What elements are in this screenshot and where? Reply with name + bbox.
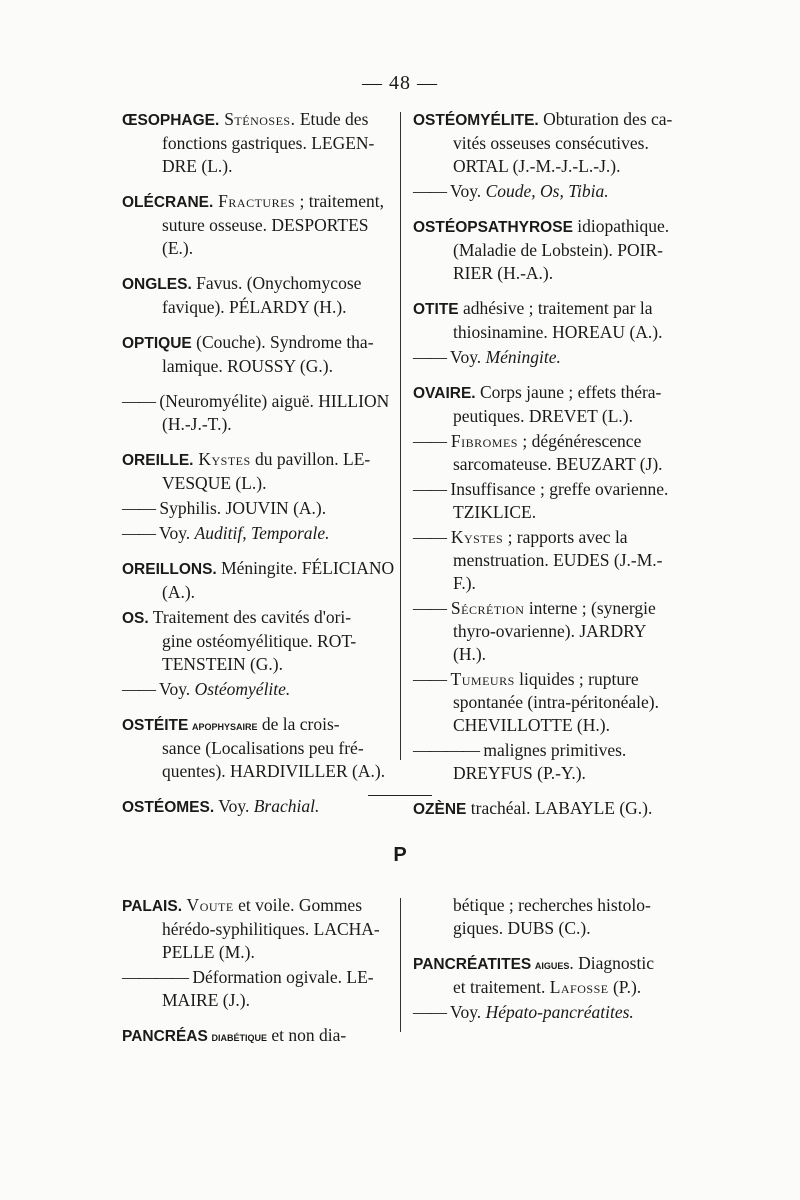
entry-line xyxy=(122,760,390,783)
entry-text: CHEVILLOTTE (H.). xyxy=(453,715,610,735)
entry-text: PELLE (M.). xyxy=(162,942,255,962)
entry-line xyxy=(122,630,390,653)
index-entry xyxy=(413,381,681,428)
entry-heading: ŒSOPHAGE. xyxy=(122,112,220,129)
entry-line xyxy=(413,549,681,572)
entry-text: F.). xyxy=(453,573,476,593)
index-entry xyxy=(122,522,390,545)
entry-text: gine ostéomyélitique. ROT- xyxy=(162,631,357,651)
entry-text: MAIRE (J.). xyxy=(162,990,250,1010)
entry-line xyxy=(413,405,681,428)
entry-line xyxy=(413,321,681,344)
entry-line xyxy=(122,678,390,701)
entry-text: DRE (L.). xyxy=(162,156,233,176)
entry-line xyxy=(122,472,390,495)
index-entry xyxy=(413,597,681,666)
entry-text: (E.). xyxy=(162,238,194,258)
entry-line xyxy=(413,297,681,321)
index-entry xyxy=(122,713,390,783)
entry-heading: OSTÉOMYÉLITE. xyxy=(413,112,539,129)
entry-text: vités osseuses consécutives. xyxy=(453,133,649,153)
entry-text: (Maladie de Lobstein). POIR- xyxy=(453,240,663,260)
index-entry xyxy=(122,448,390,495)
entry-line xyxy=(413,215,681,239)
section-letter: P xyxy=(393,844,407,866)
entry-text: giques. DUBS (C.). xyxy=(453,918,591,938)
entry-line xyxy=(122,989,390,1012)
entry-line xyxy=(122,894,390,918)
entry-text: (Couche). Syndrome tha- xyxy=(191,332,374,352)
ditto-dash: —— xyxy=(413,479,446,499)
entry-heading: OSTÉOPSATHYROSE xyxy=(413,219,573,236)
entry-line xyxy=(413,155,681,178)
entry-text: RIER (H.-A.). xyxy=(453,263,554,283)
entry-text: Voy. xyxy=(155,523,195,543)
entry-text: idiopathique. xyxy=(572,216,670,236)
entry-line xyxy=(122,448,390,472)
index-entry xyxy=(122,1024,390,1048)
entry-text: quentes). HARDIVILLER (A.). xyxy=(162,761,386,781)
entry-text: Favus. (Onychomycose xyxy=(191,273,362,293)
entry-text: Obturation des ca- xyxy=(538,109,673,129)
ditto-dash: —— xyxy=(122,498,155,518)
entry-line xyxy=(413,453,681,476)
entry-text: (H.-J.-T.). xyxy=(162,414,232,434)
entry-text: et traitement. xyxy=(453,977,550,997)
entry-text: spontanée (intra-péritonéale). xyxy=(453,692,660,712)
entry-text: VESQUE (L.). xyxy=(162,473,267,493)
entry-line xyxy=(413,381,681,405)
index-entry xyxy=(122,497,390,520)
entry-line xyxy=(122,713,390,737)
entry-line xyxy=(122,355,390,378)
entry-text: Corps jaune ; effets théra- xyxy=(475,382,662,402)
entry-line xyxy=(413,976,681,999)
entry-line xyxy=(413,762,681,785)
entry-text: sarcomateuse. BEUZART (J). xyxy=(453,454,663,474)
entry-line xyxy=(413,501,681,524)
entry-text: Traitement des cavités d'ori- xyxy=(148,607,352,627)
entry-text: ; traitement, xyxy=(295,191,385,211)
index-entry xyxy=(122,108,390,178)
entry-text: lamique. ROUSSY (G.). xyxy=(162,356,333,376)
entry-text: Voy. xyxy=(446,347,486,367)
entry-line xyxy=(413,952,681,976)
cross-reference: Coude, Os, Tibia. xyxy=(485,181,609,201)
index-entry xyxy=(413,180,681,203)
entry-subheading: Sténoses. xyxy=(219,109,296,129)
entry-text: favique). PÉLARDY (H.). xyxy=(162,297,347,317)
entry-line xyxy=(413,643,681,666)
entry-text: Voy. xyxy=(446,181,486,201)
index-entry xyxy=(413,430,681,476)
entry-line xyxy=(122,653,390,676)
entry-subheading: Fractures xyxy=(213,191,296,211)
entry-line xyxy=(122,331,390,355)
entry-text: DREYFUS (P.-Y.). xyxy=(453,763,586,783)
entry-subheading: Tumeurs xyxy=(446,669,515,689)
entry-text: Méningite. FÉLICIANO xyxy=(216,558,395,578)
entry-text: thyro-ovarienne). JARDRY xyxy=(453,621,647,641)
entry-line xyxy=(122,108,390,132)
index-entry xyxy=(413,108,681,178)
index-entry xyxy=(122,190,390,260)
entry-text: de la crois- xyxy=(257,714,340,734)
cross-reference: Méningite. xyxy=(485,347,561,367)
entry-line xyxy=(413,132,681,155)
entry-text: Insuffisance ; greffe ovarienne. xyxy=(446,479,669,499)
entry-line xyxy=(413,526,681,549)
ditto-dash: —— xyxy=(413,598,446,618)
entry-text: menstruation. EUDES (J.-M.- xyxy=(453,550,663,570)
index-entry xyxy=(122,894,390,964)
index-entry xyxy=(413,297,681,344)
entry-line xyxy=(122,795,390,819)
entry-text: malignes primitives. xyxy=(479,740,627,760)
entry-line xyxy=(413,894,681,917)
index-entry xyxy=(122,331,390,378)
entry-text: interne ; (synergie xyxy=(524,598,656,618)
index-entry xyxy=(122,390,390,436)
entry-text: adhésive ; traitement par la xyxy=(458,298,653,318)
entry-text: bétique ; recherches histolo- xyxy=(453,895,651,915)
entry-text: fonctions gastriques. LEGEN- xyxy=(162,133,375,153)
index-entry xyxy=(413,526,681,595)
entry-line xyxy=(413,180,681,203)
index-entry xyxy=(413,739,681,785)
entry-text: trachéal. LABAYLE (G.). xyxy=(466,798,653,818)
entry-subheading: Fibromes xyxy=(446,431,518,451)
entry-line xyxy=(413,797,681,821)
entry-text: (Neuromyélite) aiguë. HILLION xyxy=(155,391,390,411)
ditto-dash: —— xyxy=(413,181,446,201)
entry-text: Voy. xyxy=(155,679,195,699)
entry-text: thiosinamine. HOREAU (A.). xyxy=(453,322,663,342)
index-entry xyxy=(413,478,681,524)
index-entry xyxy=(122,678,390,701)
ditto-dash: —— xyxy=(413,431,446,451)
entry-line xyxy=(413,572,681,595)
entry-line xyxy=(413,597,681,620)
entry-heading: PANCRÉAS xyxy=(122,1028,208,1045)
entry-text: suture osseuse. DESPORTES xyxy=(162,215,369,235)
entry-heading: OVAIRE. xyxy=(413,385,476,402)
entry-line xyxy=(122,272,390,296)
index-entry xyxy=(122,795,390,819)
entry-line xyxy=(413,478,681,501)
cross-reference: Auditif, Temporale. xyxy=(194,523,330,543)
entry-heading: OZÈNE xyxy=(413,801,467,818)
entry-qualifier: apophysaire xyxy=(188,718,258,733)
index-entry xyxy=(122,557,395,604)
entry-text: Syphilis. JOUVIN (A.). xyxy=(155,498,327,518)
entry-text: Voy. xyxy=(446,1002,486,1022)
entry-text: Déformation ogivale. LE- xyxy=(188,967,374,987)
index-entry xyxy=(413,215,681,285)
entry-line xyxy=(122,390,390,413)
ditto-dash: —— xyxy=(413,669,446,689)
entry-line xyxy=(122,966,390,989)
index-entry xyxy=(122,272,390,319)
column-divider-bottom xyxy=(400,898,401,1032)
entry-heading: OSTÉITE xyxy=(122,717,189,734)
entry-text: ; dégénérescence xyxy=(517,431,642,451)
index-entry xyxy=(413,797,681,821)
entry-heading: OREILLONS. xyxy=(122,561,217,578)
entry-line xyxy=(122,214,390,237)
section-separator xyxy=(368,795,432,796)
entry-heading: OREILLE. xyxy=(122,452,194,469)
entry-line xyxy=(122,941,390,964)
entry-qualifier: diabétique xyxy=(207,1029,267,1044)
entry-heading: OPTIQUE xyxy=(122,335,192,352)
entry-heading: OLÉCRANE. xyxy=(122,194,214,211)
entry-text: (A.). xyxy=(162,582,196,602)
entry-text: et voile. Gommes xyxy=(233,895,363,915)
entry-text: sance (Localisations peu fré- xyxy=(162,738,364,758)
index-entry xyxy=(122,606,390,676)
entry-text: TZIKLICE. xyxy=(453,502,537,522)
entry-heading: OSTÉOMES. xyxy=(122,799,215,816)
entry-line xyxy=(122,497,390,520)
entry-line xyxy=(413,262,681,285)
entry-qualifier: aigues xyxy=(531,957,570,972)
entry-subheading: Voute xyxy=(182,895,234,915)
column-divider-top xyxy=(400,112,401,760)
entry-line xyxy=(122,581,390,604)
entry-text: TENSTEIN (G.). xyxy=(162,654,284,674)
ditto-dash: —— xyxy=(413,527,446,547)
index-entry xyxy=(413,952,681,999)
index-entry xyxy=(413,894,681,940)
ditto-dash: —— xyxy=(122,679,155,699)
entry-text: ; rapports avec la xyxy=(503,527,628,547)
entry-line xyxy=(122,132,390,155)
left-column xyxy=(122,108,395,831)
entry-line xyxy=(413,714,681,737)
entry-line xyxy=(413,620,681,643)
ditto-dash: ———— xyxy=(413,740,479,760)
entry-line xyxy=(413,917,681,940)
cross-reference: Ostéomyélite. xyxy=(194,679,291,699)
entry-line xyxy=(413,430,681,453)
index-entry xyxy=(122,966,390,1012)
entry-line xyxy=(413,739,681,762)
left-column-p xyxy=(122,894,390,1060)
author-name: Lafosse xyxy=(549,977,609,997)
entry-line xyxy=(413,1001,681,1024)
ditto-dash: ———— xyxy=(122,967,188,987)
entry-subheading: Kystes xyxy=(446,527,504,547)
entry-line xyxy=(413,239,681,262)
entry-text: . Diagnostic xyxy=(569,953,654,973)
ditto-dash: —— xyxy=(413,1002,446,1022)
entry-text: Etude des xyxy=(295,109,369,129)
entry-line xyxy=(122,296,390,319)
entry-line xyxy=(122,522,390,545)
entry-subheading: Kystes xyxy=(193,449,251,469)
entry-text: et non dia- xyxy=(266,1025,347,1045)
ditto-dash: —— xyxy=(122,391,155,411)
index-entry xyxy=(413,1001,681,1024)
entry-subheading: Sécrétion xyxy=(446,598,525,618)
entry-line xyxy=(413,691,681,714)
cross-reference: Hépato-pancréatites. xyxy=(485,1002,634,1022)
entry-heading: OS. xyxy=(122,610,149,627)
index-entry xyxy=(413,668,681,737)
entry-text: liquides ; rupture xyxy=(514,669,639,689)
entry-line xyxy=(122,737,390,760)
entry-line xyxy=(413,346,681,369)
entry-line xyxy=(122,1024,390,1048)
entry-line xyxy=(413,108,681,132)
entry-heading: ONGLES. xyxy=(122,276,192,293)
entry-line xyxy=(413,668,681,691)
entry-heading: PANCRÉATITES xyxy=(413,956,532,973)
right-column-p xyxy=(413,894,681,1036)
entry-line xyxy=(122,413,390,436)
entry-line xyxy=(122,606,390,630)
entry-text: Voy. xyxy=(214,796,254,816)
right-column xyxy=(413,108,681,833)
entry-line xyxy=(122,155,390,178)
entry-text: du pavillon. LE- xyxy=(250,449,371,469)
entry-text: hérédo-syphilitiques. LACHA- xyxy=(162,919,380,939)
entry-text: (P.). xyxy=(608,977,642,997)
entry-line xyxy=(122,190,390,214)
entry-text: (H.). xyxy=(453,644,487,664)
ditto-dash: —— xyxy=(122,523,155,543)
page-number: — 48 — xyxy=(362,72,438,94)
entry-line xyxy=(122,918,390,941)
cross-reference: Brachial. xyxy=(253,796,320,816)
ditto-dash: —— xyxy=(413,347,446,367)
entry-line xyxy=(122,237,390,260)
entry-line xyxy=(122,557,395,581)
index-entry xyxy=(413,346,681,369)
entry-heading: OTITE xyxy=(413,301,459,318)
entry-heading: PALAIS. xyxy=(122,898,182,915)
entry-text: ORTAL (J.-M.-J.-L.-J.). xyxy=(453,156,621,176)
entry-text: peutiques. DREVET (L.). xyxy=(453,406,633,426)
